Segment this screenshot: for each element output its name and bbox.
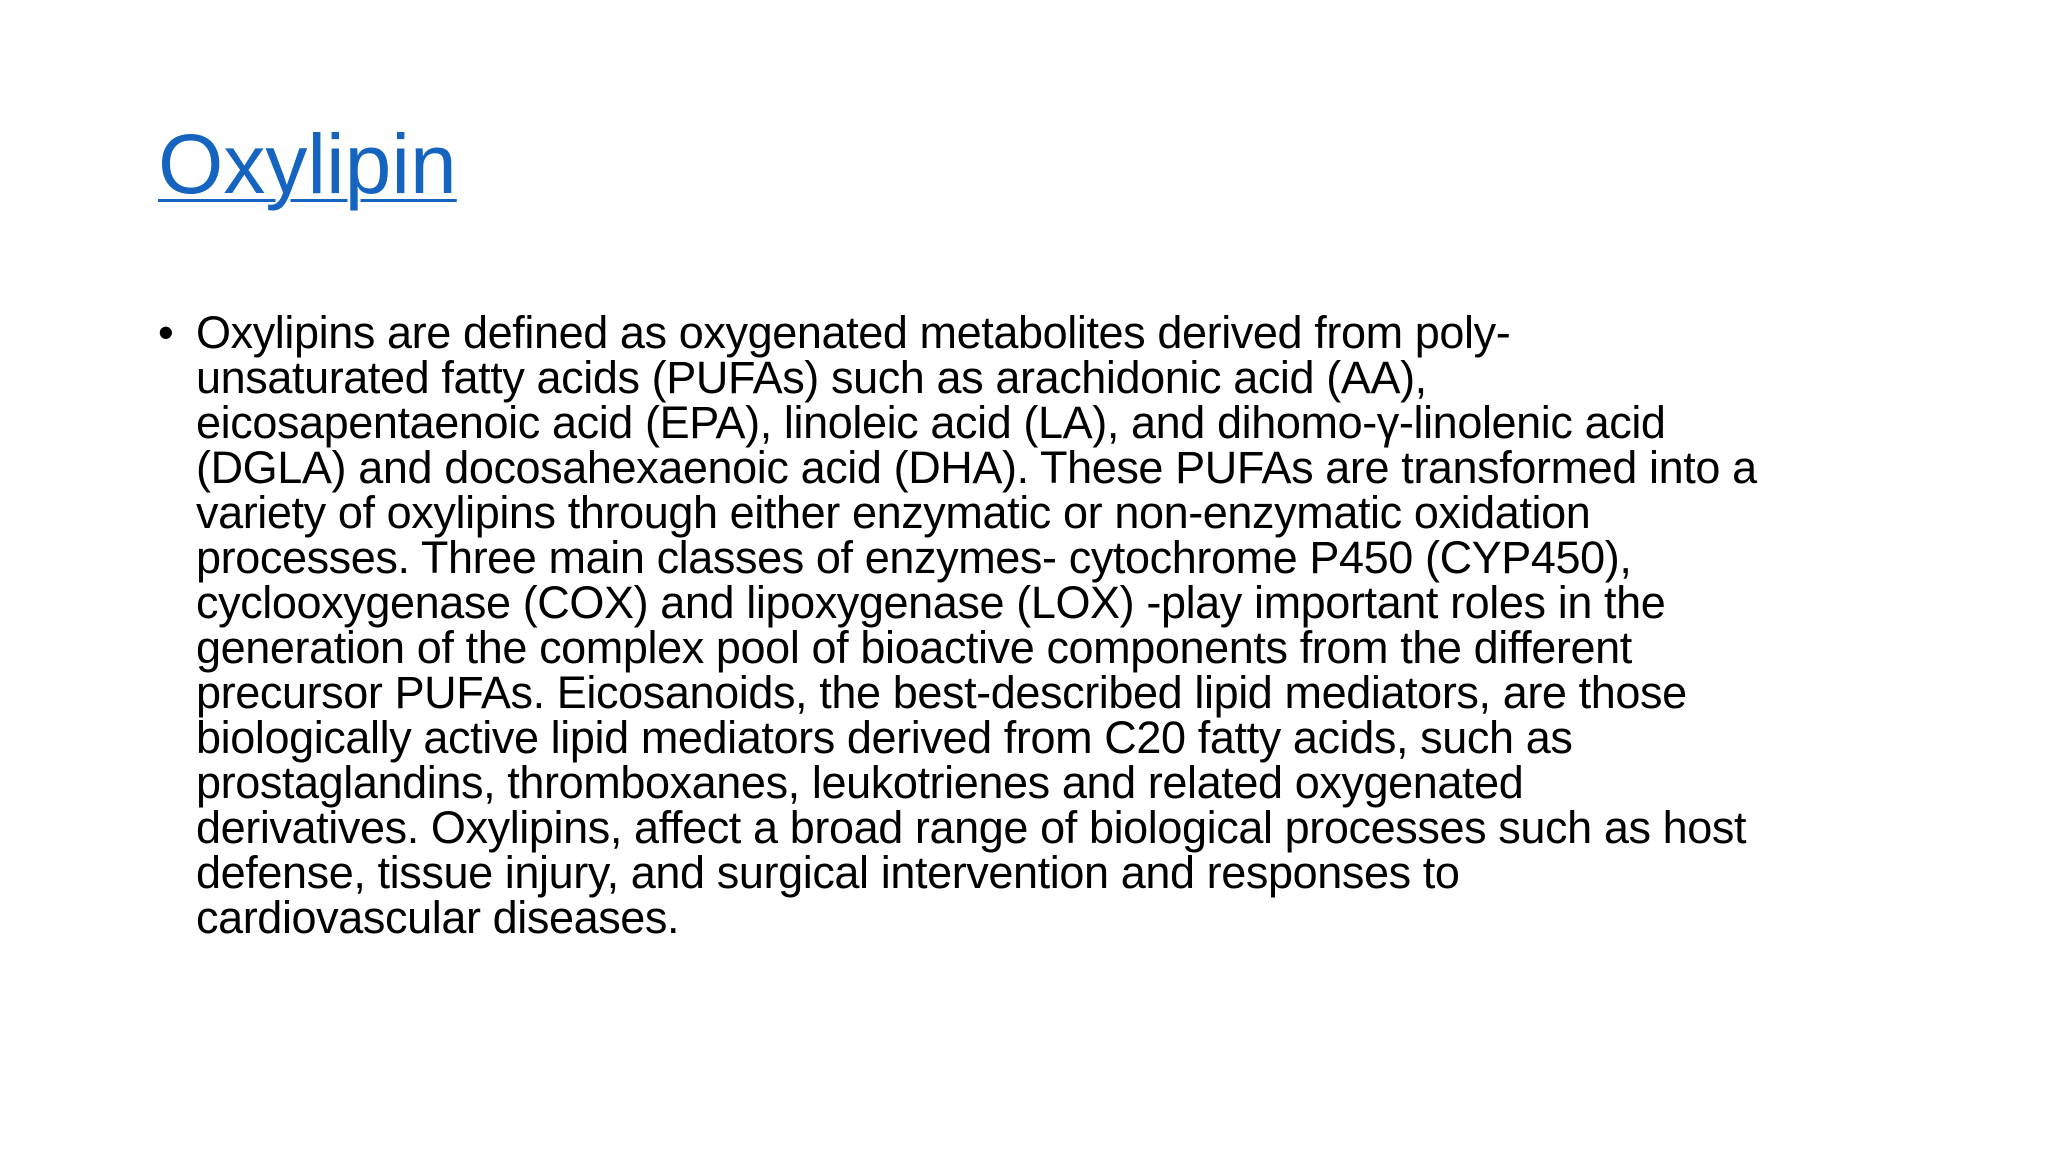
bullet-line: biologically active lipid mediators derived from C20 fatty acids, such as — [196, 712, 1573, 763]
bullet-line: cardiovascular diseases. — [196, 892, 680, 943]
bullet-line: eicosapentaenoic acid (EPA), linoleic acid (LA), and dihomo-γ-linolenic acid — [196, 397, 1666, 448]
bullet-line: variety of oxylipins through either enzymatic or non-enzymatic oxidation — [196, 487, 1591, 538]
bullet-line: (DGLA) and docosahexaenoic acid (DHA). These PUFAs are transformed into a — [196, 442, 1757, 493]
bullet-line: unsaturated fatty acids (PUFAs) such as arachidonic acid (AA), — [196, 352, 1427, 403]
bullet-line: prostaglandins, thromboxanes, leukotrienes and related oxygenated — [196, 757, 1524, 808]
bullet-item — [158, 307, 1898, 943]
slide-title-link[interactable]: Oxylipin — [158, 117, 457, 211]
bullet-line: defense, tissue injury, and surgical intervention and responses to — [196, 847, 1460, 898]
bullet-line: cyclooxygenase (COX) and lipoxygenase (LOX) -play important roles in the — [196, 577, 1666, 628]
bullet-line: derivatives. Oxylipins, affect a broad range of biological processes such as host — [196, 802, 1747, 853]
bullet-marker: • — [158, 307, 174, 358]
bullet-list — [158, 307, 1898, 943]
bullet-line: Oxylipins are defined as oxygenated metabolites derived from poly- — [196, 307, 1511, 358]
bullet-line: processes. Three main classes of enzymes- cytochrome P450 (CYP450), — [196, 532, 1632, 583]
bullet-line: precursor PUFAs. Eicosanoids, the best-described lipid mediators, are those — [196, 667, 1687, 718]
bullet-text — [196, 307, 1898, 943]
bullet-line: generation of the complex pool of bioactive components from the different — [196, 622, 1632, 673]
